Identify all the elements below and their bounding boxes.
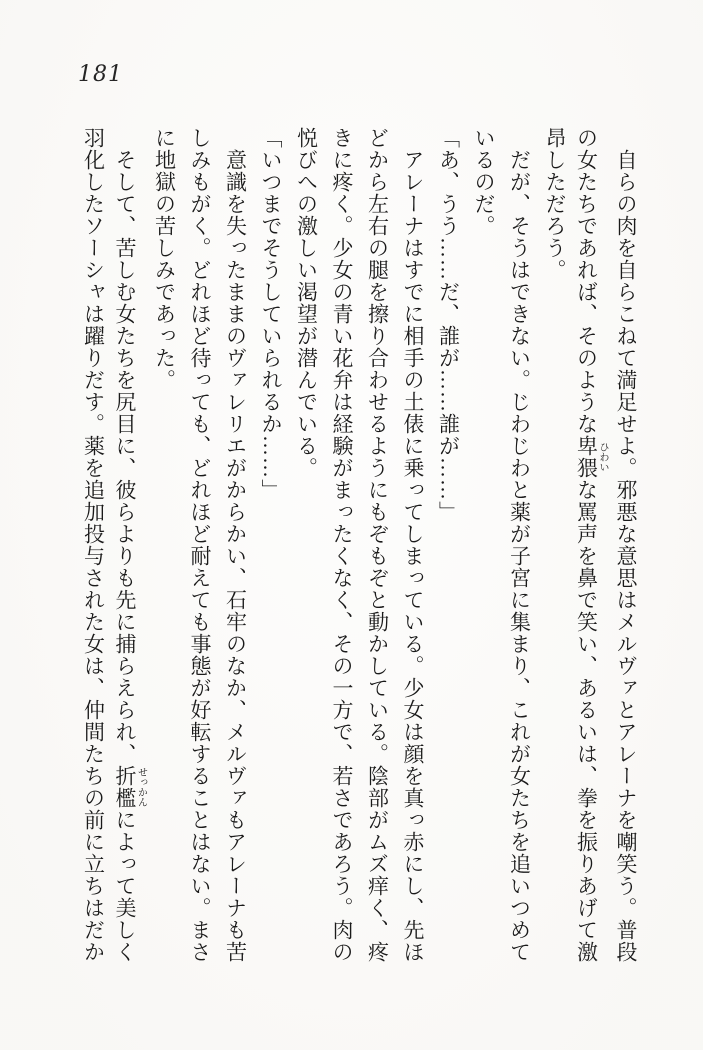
text-line: どから左右の腿を擦り合わせるようにもぞもぞと動かしている。陰部がムズ痒く、疼	[365, 127, 390, 963]
text-line: 「いつまでそうしていられるか……」	[259, 127, 283, 501]
text-line: アレーナはすでに相手の土俵に乗ってしまっている。少女は顔を真っ赤にし、先ほ	[401, 149, 425, 963]
text-line: 昂しただろう。	[543, 127, 567, 281]
furigana-ruby: 折檻せっかん	[113, 765, 147, 809]
text-line: 羽化したソーシャは躍りだす。薬を追加投与された女は、仲間たちの前に立ちはだか	[81, 127, 106, 963]
text-line: の女たちであれば、そのような卑猥ひわいな罵声を鼻で笑い、あるいは、拳を振りあげて激	[574, 127, 608, 963]
text-line: いるのだ。	[472, 127, 496, 237]
text-line: 悦びへの激しい渇望が潜んでいる。	[294, 127, 319, 479]
text-line: だが、そうはできない。じわじわと薬が子宮に集まり、これが女たちを追いつめて	[507, 149, 532, 963]
text-line: に地獄の苦しみであった。	[152, 127, 177, 391]
page-number: 181	[78, 62, 123, 87]
text-line: そして、苦しむ女たちを尻目に、彼らよりも先に捕らえられ、折檻せっかんによって美しく	[113, 149, 147, 963]
text-line: 自らの肉を自らこねて満足せよ。邪悪な意思はメルヴァとアレーナを嘲笑う。普段	[614, 149, 638, 963]
furigana-ruby: 卑猥ひわい	[574, 435, 608, 479]
text-line: 意識を失ったままのヴァレリエがからかい、石牢のなか、メルヴァもアレーナも苦	[223, 149, 248, 963]
text-line: 「あ、うう……だ、誰が……誰が……」	[436, 127, 461, 523]
text-line: しみもがく。どれほど待っても、どれほど耐えても事態が好転することはない。まさ	[188, 127, 212, 963]
text-line: きに疼く。少女の青い花弁は経験がまったくなく、その一方で、若さであろう。肉の	[330, 127, 354, 963]
text-block	[75, 127, 643, 975]
